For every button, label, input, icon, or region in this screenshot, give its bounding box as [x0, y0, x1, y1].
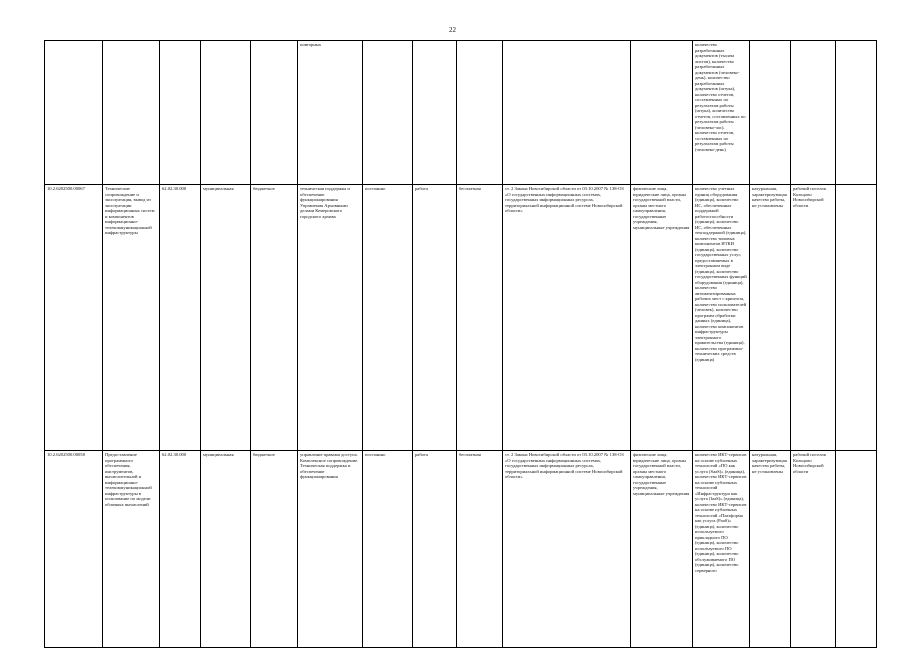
volume-indicators-cell: количество разработанных документов (тысяча листов), количество разработанных документов (человеко-день), количество разработанных документов (штука), количество отчетов, составленных по результатам работы (штука), количество отчетов, составленных по результатам работы (человеко-час), количество отчетов, составленных по результатам работы (человеко-день) — [693, 41, 750, 185]
volume-indicators-cell: количество учетных единиц оборудования (единица), количество ИС, обеспеченных поддержкой работоспособности (единица), количество ИС, обеспеченных техподдержкой (единица), количество типовых компонентов ИТКИ (единица), количество государственных услуг, предоставляемых в электронном виде (единица), количество государственных функций оборудования (единица), количество автоматизированных рабочих мест с криптоза, количество пользователей (человек), количество программ обработки данных (единица), количество компонентов инфраструктуры электронного правительства (единица), количество программно-технических средств (единица) — [693, 185, 750, 451]
work-name-cell: Предоставление программного обеспечения, инструментов, вычислительной и информационно-телекоммуникационной инфраструктуры в пользование по модели облачных вычислений — [103, 451, 160, 648]
level-cell: муниципальная — [201, 185, 251, 451]
legal-basis-cell — [503, 41, 631, 185]
registry-number-cell: 10.2.6202500.00067 — [45, 185, 103, 451]
legal-basis-cell: ст. 2 Закона Новосибирской области от 03.10.2007 № 138-ОЗ «О государственных информационных системах, государственных информационных ресурсах, территориальной информационной системе Новосибирской области» — [503, 185, 631, 451]
table-row — [45, 41, 877, 185]
quality-indicators-cell: натуральная, характеризующая качество работы, не установлены — [750, 451, 791, 648]
okved-code-cell — [160, 41, 201, 185]
payment-cell — [457, 41, 503, 185]
registry-number-cell: 10.2.6202500.00058 — [45, 451, 103, 648]
okved-code-cell: 62.02.30.000 — [160, 451, 201, 648]
consumers-cell: физические лица, юридические лица, органы государственной власти, органы местного самоуправления, государственные учреждения, муниципальные учреждения — [631, 451, 693, 648]
payment-cell: бесплатная — [457, 185, 503, 451]
registry-table — [44, 40, 877, 648]
extra-cell — [836, 41, 877, 185]
table-row — [45, 185, 877, 451]
consumers-cell: физические лица, юридические лица, органы государственной власти, органы местного самоуправления, государственные учреждения, муниципальные учреждения — [631, 185, 693, 451]
okved-code-cell: 62.02.30.000 — [160, 185, 201, 451]
payment-cell: бесплатная — [457, 451, 503, 648]
table-row — [45, 451, 877, 648]
institution-type-cell — [251, 41, 298, 185]
territory-cell: рабочий поселок Кольцово Новосибирской области — [791, 185, 836, 451]
kind-cell — [413, 41, 457, 185]
extra-cell — [836, 185, 877, 451]
legal-basis-cell: ст. 2 Закона Новосибирской области от 03.10.2007 № 138-ОЗ «О государственных информационных системах, государственных информационных ресурсах, территориальной информационной системе Новосибирской области» — [503, 451, 631, 648]
quality-indicators-cell — [750, 41, 791, 185]
volume-indicators-cell: количество ИКТ-сервисов на основе публичных технологий «ПО как услуга (SaaS)» (единица), количество ИКТ-сервисов на основе публичных технологий «Инфраструктура как услуга (IaaS)» (единица), количество ИКТ-сервисов на основе публичных технологий «Платформа как услуга (PaaS)» (единица), количество используемого прикладного ПО (единица), количество используемого ПО (единица), количество обслуживаемого ПО (единица), количество серверного — [693, 451, 750, 648]
institution-type-cell: бюджетное — [251, 451, 298, 648]
kind-cell: работа — [413, 451, 457, 648]
conditions-cell: постоянно — [363, 185, 413, 451]
content-cell: управление правами доступа. Комплексное сопровождение. Техническая поддержка и обеспечение функционирования — [298, 451, 363, 648]
conditions-cell: постоянно — [363, 451, 413, 648]
level-cell: муниципальная — [201, 451, 251, 648]
page-number: 22 — [449, 26, 456, 34]
work-name-cell — [103, 41, 160, 185]
kind-cell: работа — [413, 185, 457, 451]
quality-indicators-cell: натуральная, характеризующая качество работы, не установлены — [750, 185, 791, 451]
institution-type-cell: бюджетное — [251, 185, 298, 451]
territory-cell — [791, 41, 836, 185]
level-cell — [201, 41, 251, 185]
content-cell: техническая поддержка и обеспечение функционирования Управления Архивными делами Кемеровского городского архива — [298, 185, 363, 451]
work-name-cell: Технические сопровождение и эксплуатация, вывод из эксплуатации информационных систем и компонентов информационно-телекоммуникационной инфраструктуры — [103, 185, 160, 451]
content-cell: повторных — [298, 41, 363, 185]
conditions-cell — [363, 41, 413, 185]
registry-number-cell — [45, 41, 103, 185]
consumers-cell — [631, 41, 693, 185]
extra-cell — [836, 451, 877, 648]
territory-cell: рабочий поселок Кольцово Новосибирской области — [791, 451, 836, 648]
